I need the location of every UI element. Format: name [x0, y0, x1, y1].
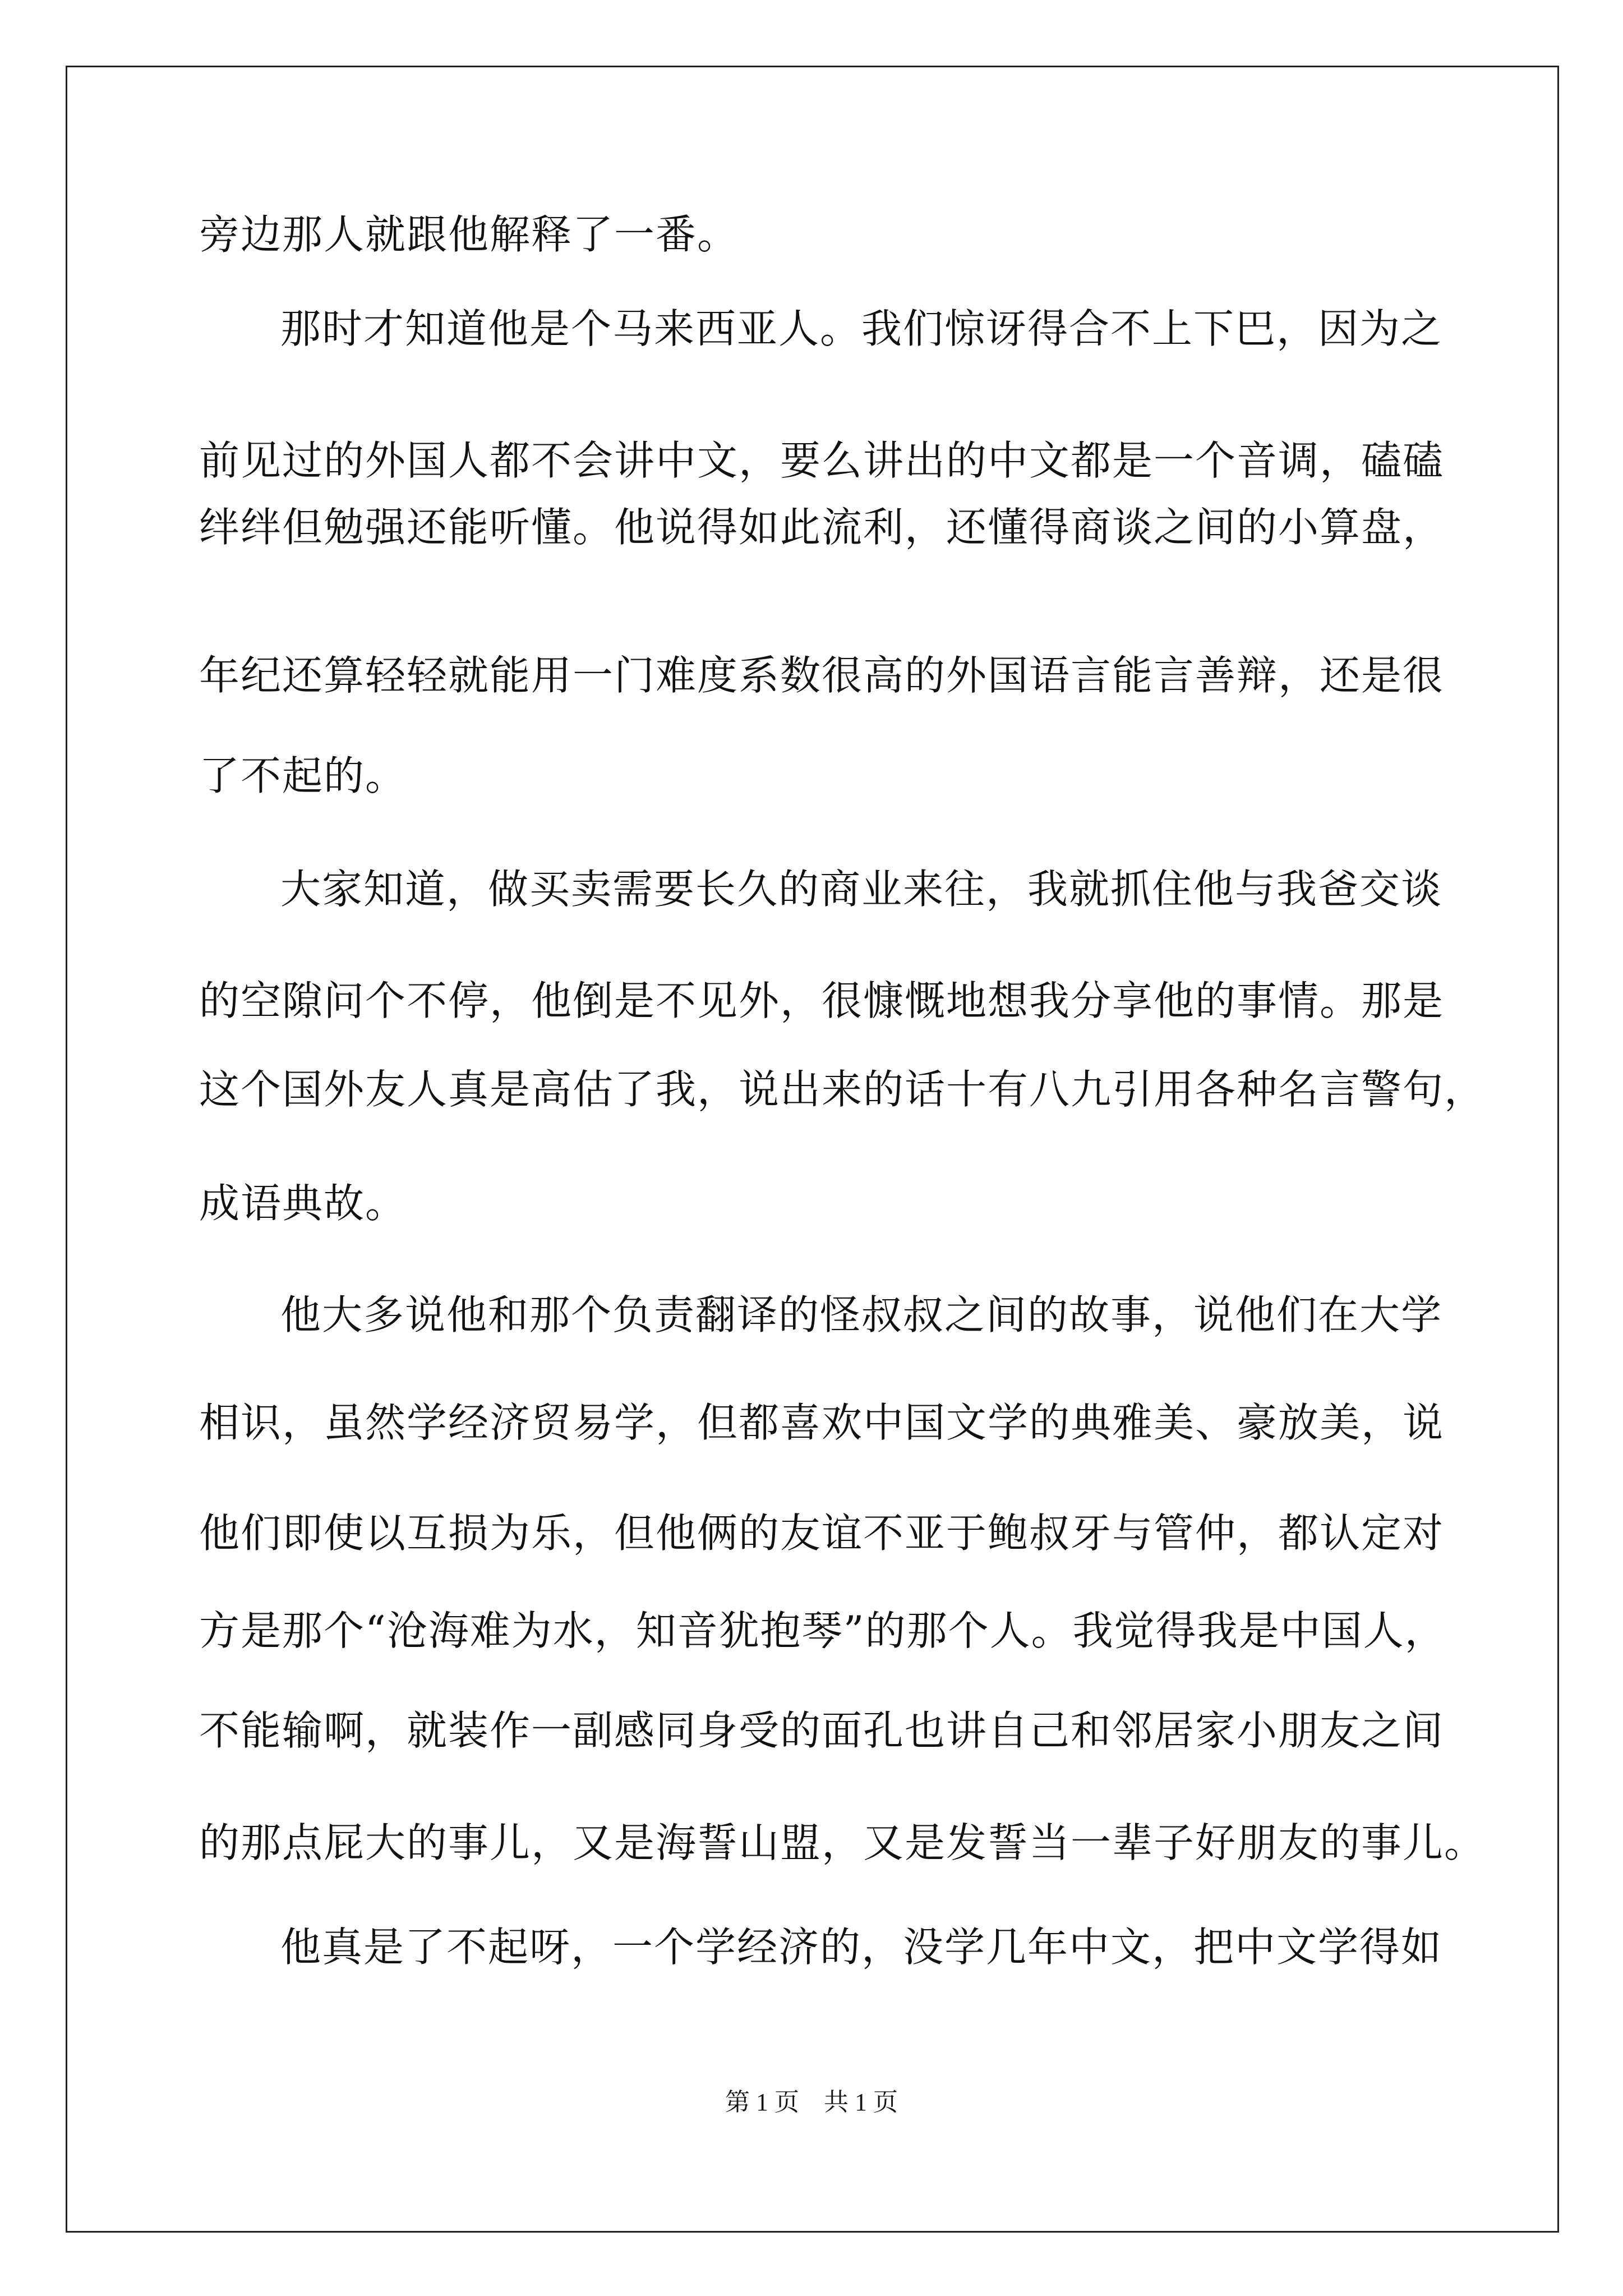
- text-line-1: 旁边那人就跟他解释了一番。: [199, 211, 739, 258]
- page-border: [66, 66, 1559, 2233]
- text-line-14: 方是那个“沧海难为水，知音犹抱琴”的那个人。我觉得我是中国人，: [199, 1607, 1446, 1654]
- text-line-8: 的空隙问个不停，他倒是不见外，很慷慨地想我分享他的事情。那是: [199, 977, 1445, 1024]
- text-line-17: 他真是了不起呀，一个学经济的，没学几年中文，把中文学得如: [280, 1924, 1443, 1971]
- text-line-15: 不能输啊，就装作一副感同身受的面孔也讲自己和邻居家小朋友之间: [199, 1707, 1445, 1754]
- text-line-11: 他大多说他和那个负责翻译的怪叔叔之间的故事，说他们在大学: [280, 1291, 1443, 1338]
- text-line-10: 成语典故。: [199, 1180, 407, 1227]
- page-number-footer: 第 1 页 共 1 页: [725, 2088, 898, 2116]
- text-line-16: 的那点屁大的事儿，又是海誓山盟，又是发誓当一辈子好朋友的事儿。: [199, 1819, 1486, 1866]
- text-line-7: 大家知道，做买卖需要长久的商业来往，我就抓住他与我爸交谈: [280, 866, 1443, 913]
- text-line-2: 那时才知道他是个马来西亚人。我们惊讶得合不上下巴，因为之: [280, 305, 1443, 352]
- text-line-12: 相识，虽然学经济贸易学，但都喜欢中国文学的典雅美、豪放美，说: [199, 1399, 1445, 1446]
- text-line-9: 这个国外友人真是高估了我，说出来的话十有八九引用各种名言警句，: [199, 1066, 1486, 1113]
- text-line-4: 绊绊但勉强还能听懂。他说得如此流利，还懂得商谈之间的小算盘，: [199, 504, 1445, 551]
- text-line-5: 年纪还算轻轻就能用一门难度系数很高的外国语言能言善辩，还是很: [199, 652, 1445, 699]
- text-line-13: 他们即使以互损为乐，但他俩的友谊不亚于鲍叔牙与管仲，都认定对: [199, 1510, 1445, 1557]
- text-line-6: 了不起的。: [199, 752, 407, 799]
- text-line-3: 前见过的外国人都不会讲中文，要么讲出的中文都是一个音调，磕磕: [199, 437, 1445, 484]
